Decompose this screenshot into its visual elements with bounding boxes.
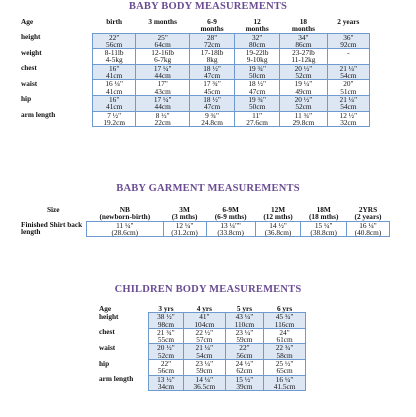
table-cell <box>149 375 184 391</box>
imperial-value: 17 ¾" <box>203 79 221 89</box>
column-header <box>347 206 390 221</box>
table-cell <box>136 95 190 111</box>
metric-value: 80cm <box>249 39 266 49</box>
column-header-text: Age <box>99 304 112 313</box>
table-cell <box>327 111 369 127</box>
metric-value: 52cm <box>295 71 312 81</box>
table-cell <box>93 111 136 127</box>
row-label: arm length <box>21 110 56 120</box>
metric-value: 8kg <box>206 55 218 65</box>
metric-value: 36.5cm <box>193 381 216 391</box>
metric-value: 47cm <box>249 86 266 96</box>
metric-value: 110cm <box>234 319 255 329</box>
table-cell <box>327 33 369 49</box>
metric-value: 59cm <box>236 335 253 345</box>
table-row <box>98 344 306 360</box>
metric-value: 41cm <box>106 86 123 96</box>
row-label: Finished Shirt back length <box>21 220 83 237</box>
metric-value: 43cm <box>154 86 171 96</box>
baby-garment-title: BABY GARMENT MEASUREMENTS <box>116 183 300 194</box>
table-cell <box>136 64 190 80</box>
table-cell <box>163 221 206 237</box>
table-cell <box>93 49 136 65</box>
imperial-value: 25" <box>157 32 168 42</box>
table-cell <box>280 49 327 65</box>
imperial-value: 19 ¾" <box>248 63 266 73</box>
metric-value: 32cm <box>340 117 357 127</box>
table-cell <box>235 80 280 96</box>
column-header-text: NB <box>119 205 130 214</box>
metric-value: 98cm <box>157 319 175 329</box>
row-label: hip <box>21 94 32 104</box>
column-header <box>20 206 87 221</box>
imperial-value: 12-16lb <box>151 48 174 58</box>
table-cell <box>347 221 390 237</box>
imperial-value: 19 ¼" <box>294 79 313 89</box>
column-header-subtext: months <box>245 24 269 34</box>
metric-value: (28.6cm) <box>111 227 139 237</box>
row-label: weight <box>21 47 42 57</box>
table-row <box>20 111 370 127</box>
row-label: height <box>21 32 41 42</box>
table-cell <box>136 111 190 127</box>
imperial-value: 20 ½" <box>294 94 313 104</box>
imperial-value: 17" <box>157 79 168 89</box>
table-cell <box>225 360 263 376</box>
table-cell <box>280 95 327 111</box>
metric-value: 56cm <box>157 366 175 376</box>
column-header-subtext: (12 mths) <box>263 212 293 222</box>
imperial-value: 45 ¾" <box>275 312 294 322</box>
imperial-value: 14 ¼" <box>195 374 214 384</box>
imperial-value: 22 ½" <box>195 327 214 337</box>
table-row <box>20 33 370 49</box>
table-cell <box>235 95 280 111</box>
column-header-subtext: (18 mths) <box>308 212 339 222</box>
metric-value: 64cm <box>154 39 171 49</box>
table-cell <box>280 111 327 127</box>
table-cell <box>93 64 136 80</box>
column-header-subtext: months <box>291 24 315 34</box>
metric-value: 56cm <box>106 39 123 49</box>
table-cell <box>327 49 369 65</box>
metric-value: 65cm <box>276 366 293 376</box>
table-cell <box>255 221 301 237</box>
table-cell <box>190 111 235 127</box>
metric-value: 54cm <box>196 350 213 360</box>
imperial-value: 16" <box>109 63 120 73</box>
column-header <box>206 206 255 221</box>
table-cell <box>264 313 306 329</box>
metric-value: (31.2cm) <box>171 227 198 237</box>
table-cell <box>93 33 136 49</box>
column-header-text: birth <box>106 17 123 26</box>
table-row <box>20 64 370 80</box>
column-header-subtext: (2 years) <box>354 212 382 222</box>
table-cell <box>190 49 235 65</box>
baby-body-title: BABY BODY MEASUREMENTS <box>128 1 288 12</box>
metric-value: 51cm <box>340 86 357 96</box>
imperial-value: 23 ¼" <box>195 359 214 369</box>
imperial-value: 23 ¼" <box>235 327 254 337</box>
table-cell <box>225 313 263 329</box>
metric-value: 45cm <box>203 86 221 96</box>
table-cell <box>206 221 255 237</box>
table-cell <box>235 49 280 65</box>
imperial-value: 21 ¼" <box>339 94 358 104</box>
metric-value: 41.5cm <box>273 381 296 391</box>
table-cell <box>235 33 280 49</box>
table-row <box>20 49 370 65</box>
metric-value: 58cm <box>276 350 293 360</box>
table-cell <box>235 64 280 80</box>
imperial-value: 21 ¼" <box>195 343 214 353</box>
imperial-value: 19 ¾" <box>248 94 266 104</box>
column-header-subtext: (3 mths) <box>171 212 198 222</box>
header-row <box>20 18 370 33</box>
table-cell <box>327 95 369 111</box>
column-header-subtext: (6-9 mths) <box>214 212 247 222</box>
metric-value: 19.2cm <box>103 117 125 127</box>
column-header-text: 12M <box>270 205 286 214</box>
column-header-text: 3 yrs <box>158 304 174 313</box>
table-cell <box>301 221 347 237</box>
table-cell <box>93 95 136 111</box>
column-header <box>235 18 280 33</box>
metric-value: 47cm <box>203 71 221 81</box>
imperial-value: 7 ½" <box>107 110 122 120</box>
imperial-value: 11 ¾" <box>294 110 313 120</box>
imperial-value: 11 ¼" <box>116 220 134 230</box>
metric-value: 27.6cm <box>246 117 268 127</box>
metric-value: 55cm <box>157 335 175 345</box>
table-cell <box>183 360 225 376</box>
table-cell <box>225 375 263 391</box>
imperial-value: - <box>347 48 350 58</box>
table-cell <box>149 313 184 329</box>
table-cell <box>136 80 190 96</box>
imperial-value: 15 ¼" <box>314 220 333 230</box>
imperial-value: 14 ½" <box>269 220 287 230</box>
imperial-value: 16" <box>109 94 120 104</box>
column-header <box>190 18 235 33</box>
metric-value: 54cm <box>340 71 357 81</box>
children-body-title: CHILDREN BODY MEASUREMENTS <box>114 284 302 295</box>
row-label: waist <box>99 342 116 352</box>
imperial-value: 20 ½" <box>157 343 175 353</box>
column-header-text: 5 yrs <box>236 304 253 313</box>
metric-value: 59cm <box>196 366 213 376</box>
metric-value: 49cm <box>295 86 312 96</box>
column-header <box>327 18 369 33</box>
imperial-value: 8-11lb <box>104 48 124 58</box>
metric-value: 50cm <box>249 71 266 81</box>
column-header-text: Size <box>46 205 60 214</box>
imperial-value: 18 ½" <box>203 94 221 104</box>
column-header-text: 6-9 <box>207 17 217 26</box>
imperial-value: 12 ½" <box>339 110 358 120</box>
column-header-text: 18 <box>299 17 308 26</box>
imperial-value: 22" <box>239 343 250 353</box>
imperial-value: 12 ¼" <box>175 220 194 230</box>
column-header <box>136 18 190 33</box>
table-cell <box>190 80 235 96</box>
imperial-value: 16 ¼" <box>275 374 294 384</box>
metric-value: 9-10kg <box>246 55 268 65</box>
table-cell <box>93 80 136 96</box>
imperial-value: 18 ½" <box>248 79 266 89</box>
metric-value: 41cm <box>106 71 123 81</box>
imperial-value: 13 ½" <box>157 374 175 384</box>
imperial-value: 22" <box>109 32 120 42</box>
baby-garment-table <box>20 206 390 237</box>
imperial-value: 17 ¼" <box>153 63 172 73</box>
metric-value: (36.8cm) <box>264 227 292 237</box>
column-header <box>255 206 301 221</box>
imperial-value: 41" <box>199 312 210 322</box>
table-cell <box>264 344 306 360</box>
imperial-value: 23-27lb <box>292 48 315 58</box>
imperial-value: 19-22lb <box>245 48 269 58</box>
column-header-subtext: months <box>200 24 224 34</box>
metric-value: 29.8cm <box>292 117 315 127</box>
column-header-text: 2 years <box>337 17 360 26</box>
table-cell <box>327 64 369 80</box>
table-cell <box>183 375 225 391</box>
imperial-value: 15 ½" <box>235 374 254 384</box>
metric-value: (33.8cm) <box>217 227 244 237</box>
column-header <box>280 18 327 33</box>
column-header-subtext: (newborn-birth) <box>99 212 151 222</box>
column-header <box>87 206 164 221</box>
imperial-value: 43 ¼" <box>235 312 254 322</box>
column-header-text: 4 yrs <box>196 304 212 313</box>
metric-value: 6-7kg <box>154 55 172 65</box>
table-row <box>98 328 306 344</box>
column-header-text: 3 months <box>148 17 177 26</box>
table-cell <box>87 221 164 237</box>
row-label: chest <box>99 327 115 337</box>
metric-value: 34cm <box>157 381 175 391</box>
metric-value: 56cm <box>236 350 253 360</box>
column-header-text: 3M <box>179 205 190 214</box>
table-cell <box>225 344 263 360</box>
table-row <box>98 375 306 391</box>
imperial-value: 24" <box>279 327 290 337</box>
row-label: arm length <box>99 374 134 384</box>
column-header <box>163 206 206 221</box>
metric-value: 4-5kg <box>105 55 123 65</box>
metric-value: 104cm <box>194 319 215 329</box>
table-cell <box>327 80 369 96</box>
table-cell <box>280 33 327 49</box>
column-header-text: 18M <box>316 205 331 214</box>
metric-value: 44cm <box>154 71 171 81</box>
row-label: height <box>99 311 119 321</box>
table-cell <box>136 33 190 49</box>
table-cell <box>183 328 225 344</box>
table-cell <box>190 33 235 49</box>
table-row <box>20 221 390 237</box>
table-cell <box>280 64 327 80</box>
metric-value: 11-12kg <box>291 55 316 65</box>
imperial-value: 32" <box>252 32 263 42</box>
table-cell <box>190 95 235 111</box>
column-header <box>93 18 136 33</box>
imperial-value: 13 ¼"" <box>220 220 241 230</box>
table-cell <box>149 328 184 344</box>
metric-value: 86cm <box>295 39 312 49</box>
metric-value: (38.8cm) <box>310 227 337 237</box>
column-header <box>20 18 93 33</box>
imperial-value: 21 ¼" <box>339 63 358 73</box>
metric-value: 57cm <box>196 335 213 345</box>
row-label: waist <box>21 78 38 88</box>
row-label: chest <box>21 63 37 73</box>
column-header <box>301 206 347 221</box>
imperial-value: 9 ¾" <box>205 110 220 120</box>
metric-value: 62cm <box>236 366 253 376</box>
imperial-value: 34" <box>298 32 309 42</box>
table-row <box>20 80 370 96</box>
imperial-value: 18 ½" <box>203 63 221 73</box>
table-row <box>20 95 370 111</box>
imperial-value: 38 ½" <box>157 312 175 322</box>
table-cell <box>264 360 306 376</box>
table-cell <box>264 328 306 344</box>
table-cell <box>235 111 280 127</box>
children-body-table <box>98 305 306 391</box>
imperial-value: 22 ¾" <box>275 343 294 353</box>
metric-value: 39cm <box>236 381 253 391</box>
metric-value: (40.8cm) <box>354 227 382 237</box>
column-header-text: Age <box>21 17 34 26</box>
imperial-value: 21 ¾" <box>157 327 175 337</box>
metric-value: 92cm <box>340 39 357 49</box>
baby-body-table <box>20 18 370 127</box>
imperial-value: 24 ½" <box>235 359 254 369</box>
table-cell <box>183 313 225 329</box>
imperial-value: 25 ½" <box>275 359 294 369</box>
table-cell <box>264 375 306 391</box>
imperial-value: 16 ¼" <box>359 220 377 230</box>
table-cell <box>149 360 184 376</box>
metric-value: 54cm <box>340 102 357 112</box>
metric-value: 47cm <box>203 102 221 112</box>
table-row <box>98 360 306 376</box>
row-label: hip <box>99 358 110 368</box>
imperial-value: 8 ½" <box>155 110 170 120</box>
metric-value: 72cm <box>203 39 221 49</box>
table-cell <box>149 344 184 360</box>
column-header-text: 12 <box>253 17 261 26</box>
table-cell <box>280 80 327 96</box>
imperial-value: 28" <box>206 32 218 42</box>
metric-value: 24.8cm <box>201 117 223 127</box>
metric-value: 22cm <box>154 117 171 127</box>
imperial-value: 17-18lb <box>200 48 224 58</box>
column-header-text: 6-9M <box>222 205 239 214</box>
table-cell <box>190 64 235 80</box>
metric-value: 52cm <box>157 350 175 360</box>
table-row <box>98 313 306 329</box>
metric-value: 41cm <box>106 102 123 112</box>
imperial-value: 36" <box>343 32 354 42</box>
table-cell <box>136 49 190 65</box>
metric-value: 50cm <box>249 102 266 112</box>
metric-value: 52cm <box>295 102 312 112</box>
imperial-value: 20" <box>343 79 354 89</box>
header-row <box>20 206 390 221</box>
imperial-value: 22" <box>160 359 172 369</box>
metric-value: 116cm <box>274 319 295 329</box>
table-cell <box>225 328 263 344</box>
column-header-text: 6 yrs <box>276 304 293 313</box>
table-cell <box>183 344 225 360</box>
column-header-text: 2YRS <box>358 205 378 214</box>
imperial-value: 11" <box>252 110 263 120</box>
metric-value: 61cm <box>276 335 293 345</box>
imperial-value: 16 ¼" <box>105 79 123 89</box>
metric-value: 44cm <box>154 102 171 112</box>
imperial-value: 17 ¼" <box>153 94 172 104</box>
imperial-value: 20 ½" <box>294 63 313 73</box>
